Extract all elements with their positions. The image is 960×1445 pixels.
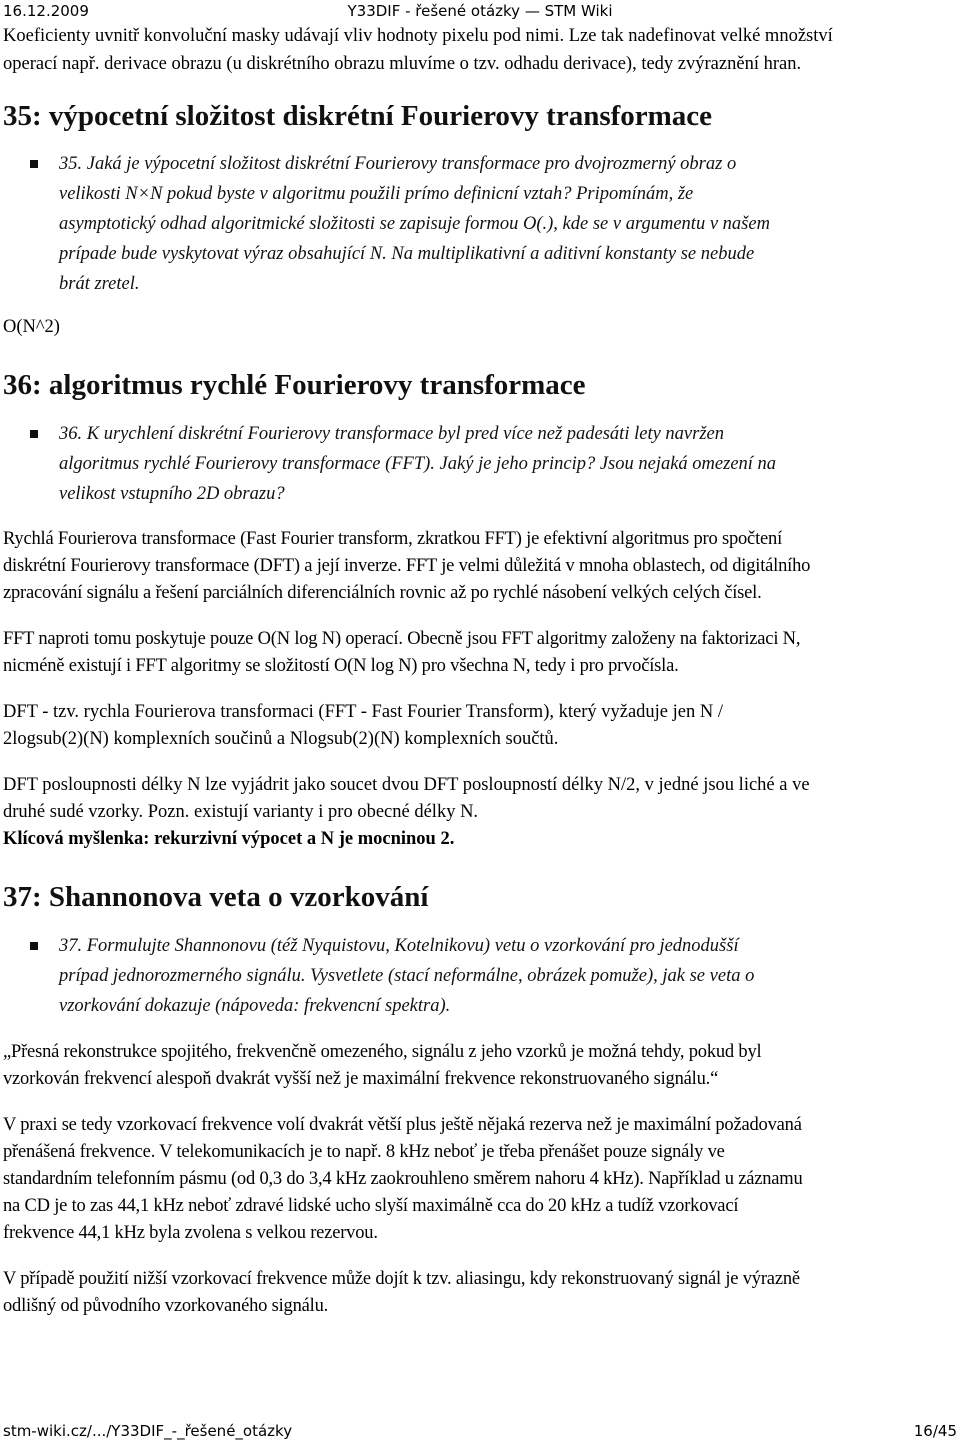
paragraph-sampling-practice: V praxi se tedy vzorkovací frekvence volí dvakrát větší plus ještě nějaká rezerva než je maximální požadovaná přenášená frekvence. V telekomunikacích je to např. 8 kHz neboť je třeba přenášet pouze signály ve standardním telefonním pásmu (od 0,3 do 3,4 kHz zaokrouhleno směrem nahoru 4 kHz). Například u záznamu na CD je to zas 44,1 kHz neboť zdravé lidské ucho slyší maximálně cca do 20 kHz a tudíž vzorkovací frekvence 44,1 kHz byla zvolena s velkou rezervou. <box>3 1115 803 1243</box>
question-list-36 <box>3 419 953 509</box>
question-37: 37. Formulujte Shannonovu (též Nyquistovu, Kotelnikovu) vetu o vzorkování pro jednodušší prípad jednorozmerného signálu. Vysvetlete (stací neformálne, obrázek pomuže), jak se veta o vzorkování dokazuje (nápoveda: frekvencní spektra). <box>59 931 953 1021</box>
page-header <box>0 0 960 22</box>
question-36: 36. K urychlení diskrétní Fourierovy transformace byl pred více než padesáti lety navržen algoritmus rychlé Fourierovy transformace (FFT). Jaký je jeho princip? Jsou nejaká omezení na velikost vstupního 2D obrazu? <box>59 419 953 509</box>
intro-line: operací např. derivace obrazu (u diskrétního obrazu mluvíme o tzv. odhadu derivace), tedy zvýraznění hran. <box>3 54 802 74</box>
answer-35: O(N^2) <box>3 317 60 337</box>
print-date: 16.12.2009 <box>3 2 89 20</box>
key-idea: Klícová myšlenka: rekurzivní výpocet a N je mocninou 2. <box>3 829 455 849</box>
intro-paragraph <box>3 22 953 78</box>
paragraph-fft-intro: Rychlá Fourierova transformace (Fast Fourier transform, zkratkou FFT) je efektivní algoritmus pro spočtení diskrétní Fourierovy transformace (DFT) a její inverze. FFT je velmi důležitá v mnoha oblastech, od digitálního zpracování signálu a řešení parciálních diferenciálních rovnic až po rychlé násobení velkých celých čísel. <box>3 529 811 603</box>
section-heading-37: 37: Shannonova veta o vzorkování <box>3 881 429 913</box>
section-heading-35: 35: výpocetní složitost diskrétní Fourierovy transformace <box>3 100 713 132</box>
footer-url: stm-wiki.cz/.../Y33DIF_-_řešené_otázky <box>3 1422 293 1440</box>
paragraph-aliasing: V případě použití nižší vzorkovací frekvence může dojít k tzv. aliasingu, kdy rekonstruovaný signál je výrazně odlišný od původního vzorkovaného signálu. <box>3 1269 800 1316</box>
intro-line: Koeficienty uvnitř konvoluční masky udávají vliv hodnoty pixelu pod nimi. Lze tak nadefinovat velké množství <box>3 26 833 46</box>
page-number: 16/45 <box>913 1422 957 1440</box>
question-35: 35. Jaká je výpocetní složitost diskrétní Fourierovy transformace pro dvojrozmerný obraz o velikosti N×N pokud byste v algoritmu použili prímo definicní vztah? Pripomínám, že asymptotický odhad algoritmické složitosti se zapisuje formou O(.), kde se v argumentu v našem prípade bude vyskytovat výraz obsahující N. Na multiplikativní a aditivní konstanty se nebude brát zretel. <box>59 149 953 299</box>
document-body <box>3 22 953 1320</box>
page-footer <box>0 1422 960 1444</box>
paragraph-fft-complexity: FFT naproti tomu poskytuje pouze O(N log N) operací. Obecně jsou FFT algoritmy založeny na faktorizaci N, nicméně existují i FFT algoritmy se složitostí O(N log N) pro všechna N, tedy i pro prvočísla. <box>3 629 801 676</box>
question-list-37 <box>3 931 953 1021</box>
paragraph-dft-fft: DFT - tzv. rychla Fourierova transformaci (FFT - Fast Fourier Transform), který vyžaduje jen N / 2logsub(2)(N) komplexních součinů a Nlogsub(2)(N) komplexních součtů. <box>3 702 723 749</box>
paragraph-dft-split: DFT posloupnosti délky N lze vyjádrit jako soucet dvou DFT posloupností délky N/2, v jedné jsou liché a ve druhé sudé vzorky. Pozn. existují varianty i pro obecné délky N. Klícová myšlenka: rekurzivní výpocet a N je mocninou 2. <box>3 775 810 849</box>
page-title: Y33DIF - řešené otázky — STM Wiki <box>347 2 613 20</box>
question-list-35 <box>3 149 953 299</box>
section-heading-36: 36: algoritmus rychlé Fourierovy transformace <box>3 369 586 401</box>
shannon-quote: „Přesná rekonstrukce spojitého, frekvenčně omezeného, signálu z jeho vzorků je možná tehdy, pokud byl vzorkován frekvencí alespoň dvakrát vyšší než je maximální frekvence rekonstruovaného signálu.“ <box>3 1042 762 1089</box>
